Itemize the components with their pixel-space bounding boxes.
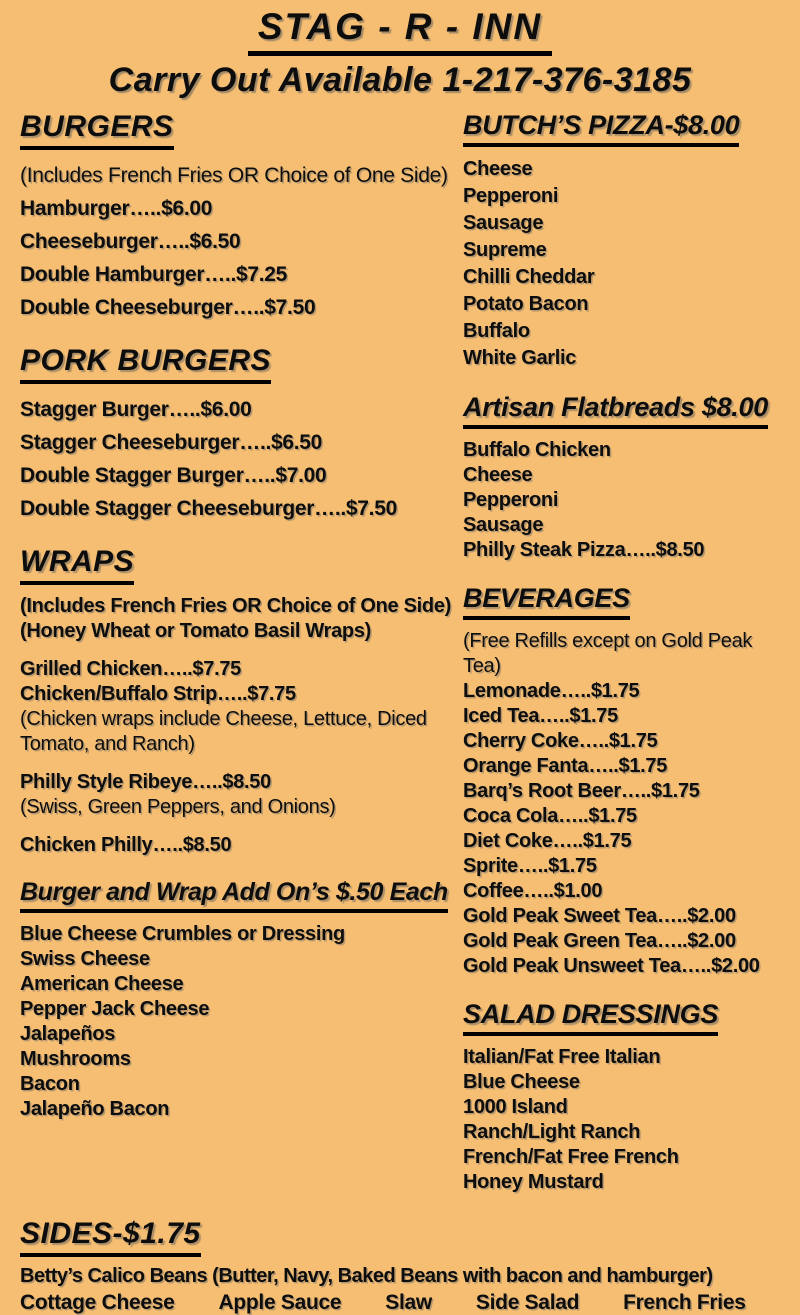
carryout-phone-line: Carry Out Available 1-217-376-3185: [108, 61, 692, 99]
menu-line: Lemonade…..$1.75: [463, 680, 640, 702]
section-beverages: [463, 583, 780, 979]
menu-line: (Chicken wraps include Cheese, Lettuce, Diced Tomato, and Ranch): [20, 708, 427, 755]
menu-line: Gold Peak Sweet Tea…..$2.00: [463, 905, 736, 927]
menu-line: Pepperoni: [463, 489, 559, 511]
menu-line: Ranch/Light Ranch: [463, 1121, 641, 1143]
dressings-list: [463, 1045, 780, 1195]
menu-line: Chicken Philly…..$8.50: [20, 834, 232, 856]
section-flatbreads-heading: Artisan Flatbreads $8.00: [463, 392, 768, 429]
menu-line: Stagger Cheeseburger…..$6.50: [20, 431, 323, 454]
menu-line: White Garlic: [463, 347, 577, 369]
right-column: [463, 110, 780, 1215]
restaurant-title: STAG - R - INN: [248, 6, 552, 56]
menu-line: 1000 Island: [463, 1096, 568, 1118]
menu-line: Double Stagger Cheeseburger…..$7.50: [20, 497, 397, 520]
pork-burgers-list: [20, 393, 455, 525]
section-pizza-heading: BUTCH’S PIZZA-$8.00: [463, 110, 739, 147]
sides-items-row: [20, 1291, 780, 1315]
menu-line: Sprite…..$1.75: [463, 855, 597, 877]
menu-line: Chicken/Buffalo Strip…..$7.75: [20, 683, 296, 705]
section-beverages-heading: BEVERAGES: [463, 583, 630, 620]
menu-line: Double Hamburger…..$7.25: [20, 263, 288, 286]
left-column: [20, 110, 463, 1215]
menu-line: Buffalo: [463, 320, 530, 342]
menu-line: Double Cheeseburger…..$7.50: [20, 296, 316, 319]
menu-line: French/Fat Free French: [463, 1146, 679, 1168]
menu-line: Chilli Cheddar: [463, 266, 595, 288]
menu-line: Mushrooms: [20, 1048, 131, 1070]
menu-line: Gold Peak Green Tea…..$2.00: [463, 930, 736, 952]
section-burgers-heading: BURGERS: [20, 110, 174, 150]
menu-line: Jalapeño Bacon: [20, 1098, 170, 1120]
menu-line: Stagger Burger…..$6.00: [20, 398, 252, 421]
menu-header: [20, 6, 780, 100]
side-item: Side Salad: [475, 1291, 580, 1314]
menu-line: Pepper Jack Cheese: [20, 998, 210, 1020]
menu-line: Diet Coke…..$1.75: [463, 830, 632, 852]
menu-line: American Cheese: [20, 973, 184, 995]
menu-line: Italian/Fat Free Italian: [463, 1046, 661, 1068]
section-wraps: [20, 545, 455, 858]
side-item: Slaw: [385, 1291, 432, 1314]
section-dressings: [463, 999, 780, 1195]
menu-line: Cheeseburger…..$6.50: [20, 230, 241, 253]
section-dressings-heading: SALAD DRESSINGS: [463, 999, 718, 1036]
menu-line: Gold Peak Unsweet Tea…..$2.00: [463, 955, 760, 977]
menu-line: Honey Mustard: [463, 1171, 604, 1193]
menu-line: (Includes French Fries OR Choice of One Side): [20, 595, 452, 617]
flatbreads-list: [463, 438, 780, 563]
menu-line: Cherry Coke…..$1.75: [463, 730, 658, 752]
menu-line: Bacon: [20, 1073, 80, 1095]
menu-line: Jalapeños: [20, 1023, 116, 1045]
section-addons-heading: Burger and Wrap Add On’s $.50 Each: [20, 878, 448, 913]
side-item: Apple Sauce: [218, 1291, 342, 1314]
menu-line: (Swiss, Green Peppers, and Onions): [20, 796, 336, 818]
menu-line: (Honey Wheat or Tomato Basil Wraps): [20, 620, 372, 642]
menu-line: Philly Style Ribeye…..$8.50: [20, 771, 271, 793]
menu-line: Coca Cola…..$1.75: [463, 805, 637, 827]
menu-line: Sausage: [463, 212, 544, 234]
menu-line: Philly Steak Pizza…..$8.50: [463, 539, 705, 561]
menu-line: Grilled Chicken…..$7.75: [20, 658, 241, 680]
menu-line: Coffee…..$1.00: [463, 880, 603, 902]
side-item: French Fries: [623, 1291, 746, 1314]
menu-line: Orange Fanta…..$1.75: [463, 755, 668, 777]
section-pizza: [463, 110, 780, 372]
section-flatbreads: [463, 392, 780, 563]
burgers-list: [20, 159, 455, 324]
side-item: Cottage Cheese: [20, 1291, 175, 1314]
menu-line: Supreme: [463, 239, 547, 261]
wraps-list: [20, 594, 455, 858]
menu-line: (Free Refills except on Gold Peak Tea): [463, 630, 753, 677]
menu-line: Pepperoni: [463, 185, 559, 207]
menu-line: Sausage: [463, 514, 544, 536]
menu-line: Barq’s Root Beer…..$1.75: [463, 780, 700, 802]
sides-description: Betty’s Calico Beans (Butter, Navy, Baked Beans with bacon and hamburger): [20, 1265, 713, 1287]
menu-line: (Includes French Fries OR Choice of One Side): [20, 164, 448, 187]
menu-columns: [20, 110, 780, 1215]
menu-line: Potato Bacon: [463, 293, 589, 315]
section-pork-burgers-heading: PORK BURGERS: [20, 344, 271, 384]
addons-list: [20, 922, 455, 1122]
section-addons: [20, 878, 455, 1122]
menu-line: Blue Cheese: [463, 1071, 580, 1093]
menu-line: Double Stagger Burger…..$7.00: [20, 464, 327, 487]
pizza-list: [463, 156, 780, 372]
section-sides-heading: SIDES-$1.75: [20, 1217, 201, 1257]
menu-line: Hamburger…..$6.00: [20, 197, 213, 220]
menu-line: Cheese: [463, 464, 533, 486]
section-burgers: [20, 110, 455, 324]
menu-line: Blue Cheese Crumbles or Dressing: [20, 923, 345, 945]
menu-line: Buffalo Chicken: [463, 439, 611, 461]
section-pork-burgers: [20, 344, 455, 525]
menu-line: Swiss Cheese: [20, 948, 150, 970]
beverages-list: [463, 629, 780, 979]
menu-line: Cheese: [463, 158, 533, 180]
menu-line: Iced Tea…..$1.75: [463, 705, 618, 727]
section-wraps-heading: WRAPS: [20, 545, 134, 585]
section-sides: [20, 1217, 780, 1315]
